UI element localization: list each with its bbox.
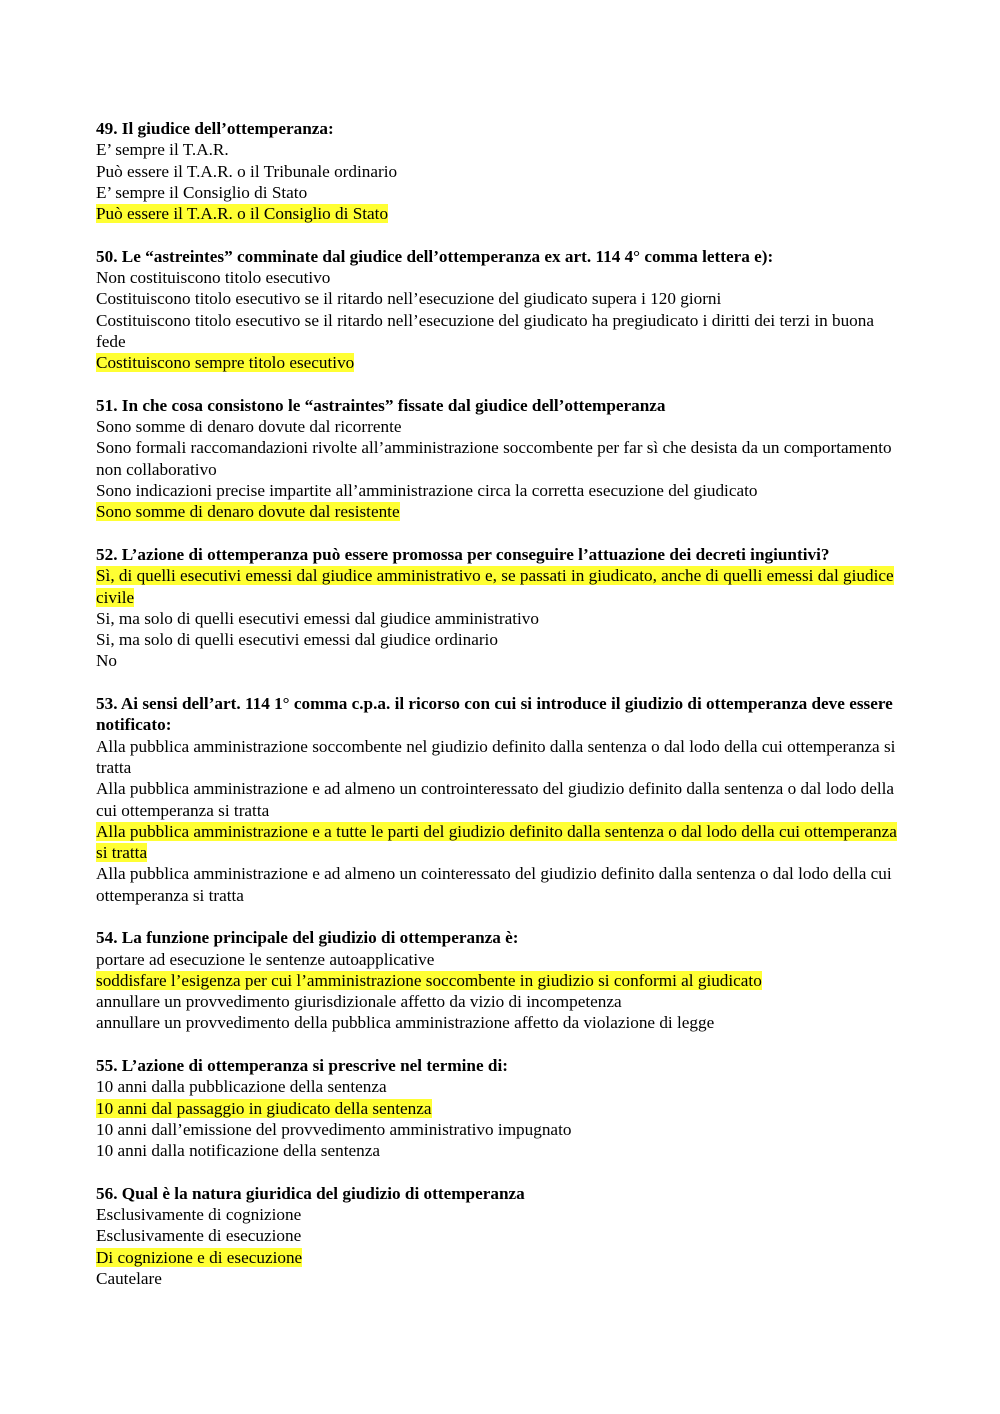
answer-option: Può essere il T.A.R. o il Tribunale ordinario [96,161,398,181]
answer-option: Alla pubblica amministrazione e ad almeno un cointeressato del giudizio definito dalla sentenza o dal lodo della cui ottemperanza si tratta [96,864,892,905]
question-title: 52. L’azione di ottemperanza può essere promossa per conseguire l’attuazione dei decreti ingiuntivi? [96,544,830,564]
correct-answer-highlight: Sono somme di denaro dovute dal resistente [96,502,400,522]
answer-option-correct [96,203,906,224]
answer-option: Sono indicazioni precise impartite all’amministrazione circa la corretta esecuzione del giudicato [96,481,758,501]
answer-option: Alla pubblica amministrazione e ad almeno un controinteressato del giudizio definito dalla sentenza o dal lodo della cui ottemperanza si tratta [96,779,895,820]
answer-option-correct [96,970,906,991]
answer-option: Sono somme di denaro dovute dal ricorrente [96,417,402,437]
correct-answer-highlight: Può essere il T.A.R. o il Consiglio di Stato [96,204,389,224]
answer-option: Costituiscono titolo esecutivo se il ritardo nell’esecuzione del giudicato ha pregiudicato i diritti dei terzi in buona fede [96,310,875,351]
question-56 [96,1183,906,1289]
answer-option: Costituiscono titolo esecutivo se il ritardo nell’esecuzione del giudicato supera i 120 giorni [96,289,722,309]
question-title: 54. La funzione principale del giudizio di ottemperanza è: [96,928,519,948]
answer-option-correct [96,352,906,373]
answer-option-correct [96,501,906,522]
question-title: 49. Il giudice dell’ottemperanza: [96,119,334,138]
answer-option-correct [96,565,906,608]
question-title: 53. Ai sensi dell’art. 114 1° comma c.p.a. il ricorso con cui si introduce il giudizio di ottemperanza deve essere notificato: [96,694,893,735]
answer-option: Alla pubblica amministrazione soccombente nel giudizio definito dalla sentenza o dal lodo della cui ottemperanza si tratta [96,736,896,777]
answer-option: 10 anni dall’emissione del provvedimento amministrativo impugnato [96,1119,572,1139]
answer-option: annullare un provvedimento giurisdizionale affetto da vizio di incompetenza [96,992,622,1012]
correct-answer-highlight: Costituiscono sempre titolo esecutivo [96,353,355,373]
answer-option-correct [96,1247,906,1268]
answer-option: Cautelare [96,1269,162,1289]
correct-answer-highlight: 10 anni dal passaggio in giudicato della sentenza [96,1098,432,1118]
answer-option: Esclusivamente di esecuzione [96,1226,302,1246]
answer-option: E’ sempre il Consiglio di Stato [96,182,308,202]
answer-option: E’ sempre il T.A.R. [96,140,229,160]
answer-option: Si, ma solo di quelli esecutivi emessi dal giudice amministrativo [96,608,539,628]
question-55 [96,1055,906,1161]
correct-answer-highlight: soddisfare l’esigenza per cui l’amministrazione soccombente in giudizio si conformi al giudicato [96,970,762,990]
question-title: 51. In che cosa consistono le “astraintes” fissate dal giudice dell’ottemperanza [96,395,666,415]
answer-option: Si, ma solo di quelli esecutivi emessi dal giudice ordinario [96,630,498,650]
correct-answer-highlight: Sì, di quelli esecutivi emessi dal giudice amministrativo e, se passati in giudicato, anche di quelli emessi dal giudice civile [96,566,894,607]
question-49 [96,118,906,224]
answer-option: Non costituiscono titolo esecutivo [96,268,331,288]
answer-option: 10 anni dalla notificazione della sentenza [96,1141,380,1161]
document-page [96,118,906,1311]
question-title: 50. Le “astreintes” comminate dal giudice dell’ottemperanza ex art. 114 4° comma lettera e): [96,246,774,266]
answer-option: annullare un provvedimento della pubblica amministrazione affetto da violazione di legge [96,1013,715,1033]
question-50 [96,246,906,374]
answer-option-correct [96,1098,906,1119]
question-52 [96,544,906,672]
correct-answer-highlight: Di cognizione e di esecuzione [96,1247,303,1267]
question-51 [96,395,906,523]
answer-option: Sono formali raccomandazioni rivolte all’amministrazione soccombente per far sì che desista da un comportamento non collaborativo [96,438,892,479]
answer-option-correct [96,821,906,864]
question-title: 55. L’azione di ottemperanza si prescrive nel termine di: [96,1056,508,1076]
question-53 [96,693,906,906]
answer-option: portare ad esecuzione le sentenze autoapplicative [96,949,435,969]
answer-option: 10 anni dalla pubblicazione della sentenza [96,1077,387,1097]
answer-option: Esclusivamente di cognizione [96,1205,302,1225]
answer-option: No [96,651,118,671]
correct-answer-highlight: Alla pubblica amministrazione e a tutte le parti del giudizio definito dalla sentenza o dal lodo della cui ottemperanza si tratta [96,821,897,863]
question-title: 56. Qual è la natura giuridica del giudizio di ottemperanza [96,1183,525,1203]
question-54 [96,927,906,1033]
